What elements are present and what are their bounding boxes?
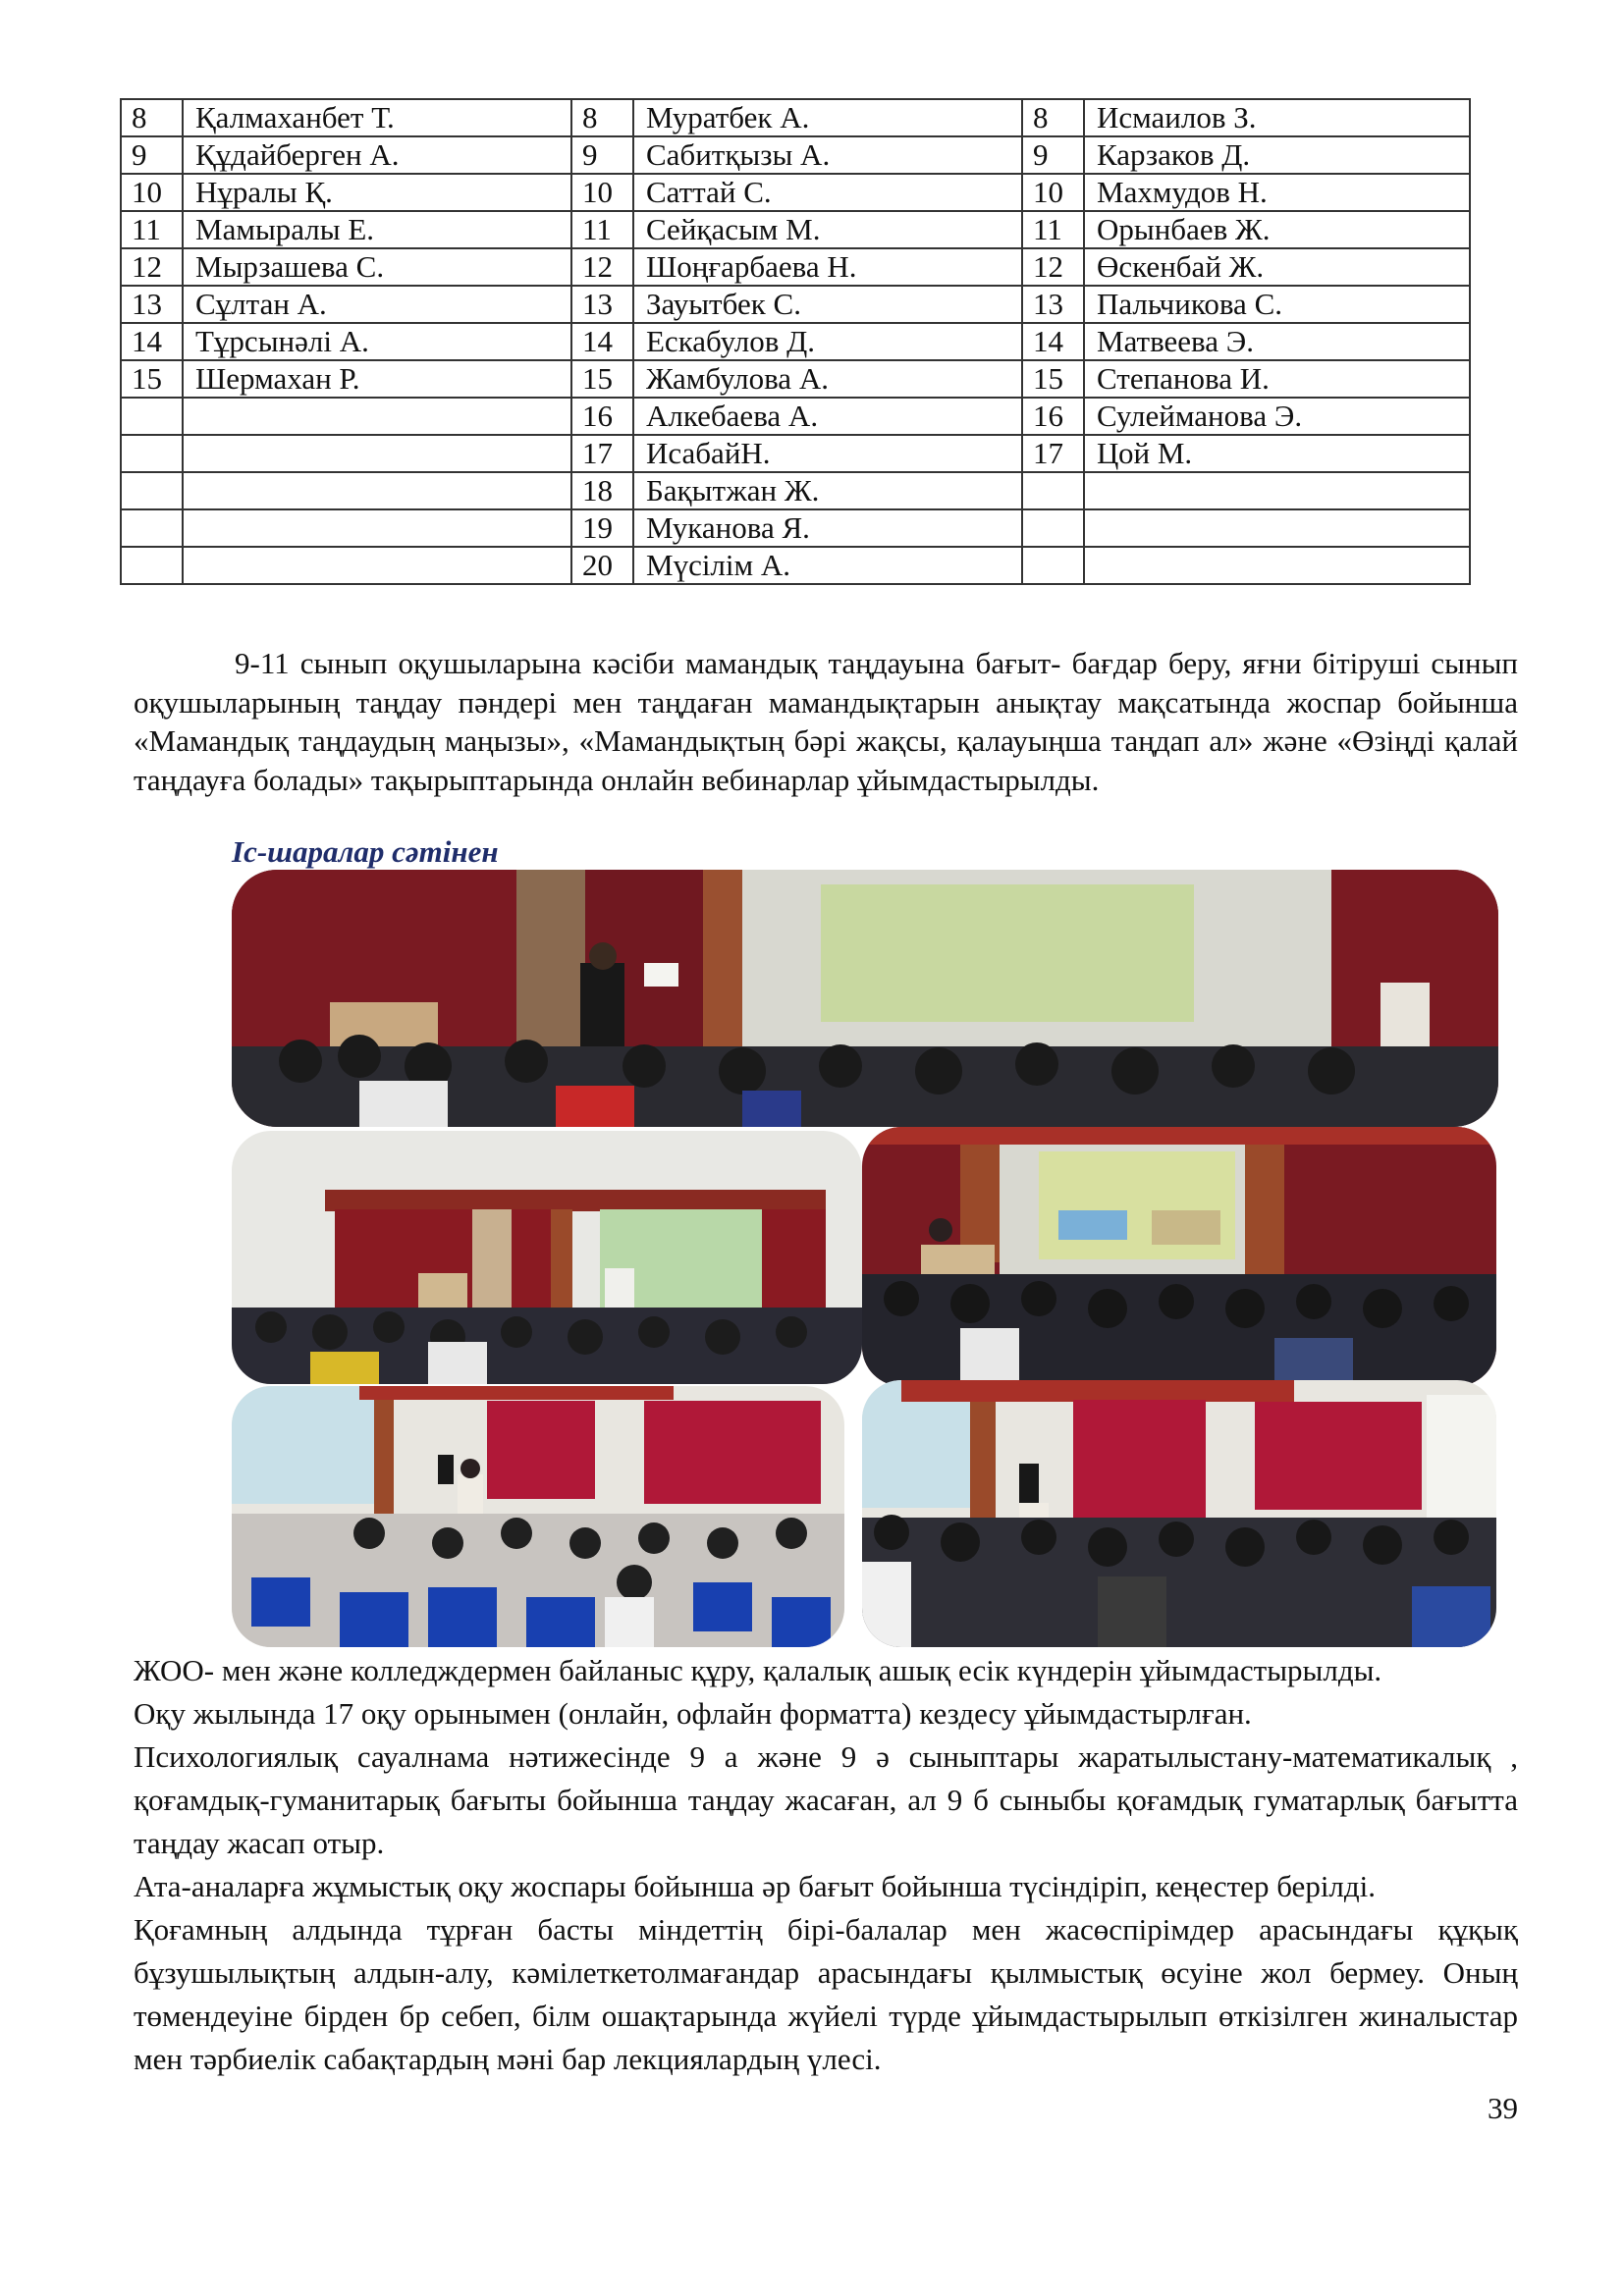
student-name-cell [1084, 509, 1470, 547]
universities-line: ЖОО- мен және колледждермен байланыс құру, қалалық ашық есік күндерін ұйымдастырылды. [134, 1653, 1382, 1687]
row-number-cell: 8 [571, 99, 633, 136]
student-name-cell: Шоңғарбаева Н. [633, 248, 1022, 286]
student-name-cell: Матвеева Э. [1084, 323, 1470, 360]
survey-paragraph: Психологиялық сауалнама нәтижесінде 9 а және 9 ә сыныптары жаратылыстану-математикалық , қоғамдық-гуманитарық бағыты бойынша таңдау жасаған, ал 9 б сыныбы қоғамдық гуматарлық бағытта таңдау жасап отыр. [134, 1739, 1518, 1860]
row-number-cell: 16 [1022, 398, 1084, 435]
row-number-cell: 15 [1022, 360, 1084, 398]
row-number-cell: 8 [121, 99, 183, 136]
row-number-cell: 11 [121, 211, 183, 248]
student-name-cell: Жамбулова А. [633, 360, 1022, 398]
student-name-cell: Қалмаханбет Т. [183, 99, 571, 136]
student-name-cell [183, 472, 571, 509]
row-number-cell: 12 [1022, 248, 1084, 286]
parents-line: Ата-аналарға жұмыстық оқу жоспары бойынша әр бағыт бойынша түсіндіріп, кеңестер берілді. [134, 1869, 1377, 1903]
row-number-cell [121, 547, 183, 584]
row-number-cell: 8 [1022, 99, 1084, 136]
row-number-cell: 13 [571, 286, 633, 323]
student-name-cell: Исмаилов З. [1084, 99, 1470, 136]
row-number-cell: 16 [571, 398, 633, 435]
student-name-cell: Саттай С. [633, 174, 1022, 211]
student-name-cell [1084, 547, 1470, 584]
table-row [121, 547, 1470, 584]
student-name-cell: Алкебаева А. [633, 398, 1022, 435]
photo-section-heading: Іс-шаралар сәтінен [232, 834, 499, 869]
event-photo-5 [862, 1380, 1496, 1647]
student-name-cell: Орынбаев Ж. [1084, 211, 1470, 248]
row-number-cell: 9 [121, 136, 183, 174]
row-number-cell [121, 435, 183, 472]
student-name-cell: Махмудов Н. [1084, 174, 1470, 211]
row-number-cell: 9 [571, 136, 633, 174]
row-number-cell: 13 [1022, 286, 1084, 323]
row-number-cell [1022, 509, 1084, 547]
event-photo-2 [232, 1131, 862, 1384]
table-row [121, 509, 1470, 547]
table-row [121, 323, 1470, 360]
row-number-cell: 20 [571, 547, 633, 584]
roster-body [121, 99, 1470, 584]
row-number-cell: 17 [571, 435, 633, 472]
event-photo-1 [232, 870, 1498, 1127]
table-row [121, 472, 1470, 509]
student-name-cell: Степанова И. [1084, 360, 1470, 398]
page-number: 39 [1488, 2091, 1518, 2125]
row-number-cell: 13 [121, 286, 183, 323]
row-number-cell: 17 [1022, 435, 1084, 472]
row-number-cell: 15 [121, 360, 183, 398]
row-number-cell [121, 472, 183, 509]
row-number-cell: 14 [1022, 323, 1084, 360]
student-name-cell: Мамыралы Е. [183, 211, 571, 248]
row-number-cell: 10 [571, 174, 633, 211]
row-number-cell: 15 [571, 360, 633, 398]
row-number-cell: 10 [121, 174, 183, 211]
meetings-line: Оқу жылында 17 оқу орынымен (онлайн, офлайн форматта) кездесу ұйымдастырлған. [134, 1696, 1252, 1731]
student-name-cell: Құдайберген А. [183, 136, 571, 174]
row-number-cell [121, 509, 183, 547]
row-number-cell: 10 [1022, 174, 1084, 211]
event-photo-4 [232, 1386, 844, 1647]
student-name-cell: Ескабулов Д. [633, 323, 1022, 360]
student-name-cell: Муканова Я. [633, 509, 1022, 547]
student-name-cell: Цой М. [1084, 435, 1470, 472]
student-name-cell: Сейқасым М. [633, 211, 1022, 248]
row-number-cell: 12 [571, 248, 633, 286]
table-row [121, 174, 1470, 211]
student-name-cell: Сулейманова Э. [1084, 398, 1470, 435]
table-row [121, 435, 1470, 472]
student-name-cell [183, 547, 571, 584]
row-number-cell: 11 [1022, 211, 1084, 248]
row-number-cell: 14 [121, 323, 183, 360]
row-number-cell: 19 [571, 509, 633, 547]
student-name-cell: ИсабайН. [633, 435, 1022, 472]
student-name-cell: Мырзашева С. [183, 248, 571, 286]
student-name-cell: Сұлтан А. [183, 286, 571, 323]
row-number-cell: 18 [571, 472, 633, 509]
student-name-cell: Сабитқызы А. [633, 136, 1022, 174]
student-name-cell: Карзаков Д. [1084, 136, 1470, 174]
student-name-cell: Нұралы Қ. [183, 174, 571, 211]
student-name-cell: Пальчикова С. [1084, 286, 1470, 323]
student-roster-table [120, 98, 1471, 585]
row-number-cell: 9 [1022, 136, 1084, 174]
table-row [121, 398, 1470, 435]
row-number-cell: 12 [121, 248, 183, 286]
event-photo-3 [862, 1127, 1496, 1386]
table-row [121, 211, 1470, 248]
student-name-cell: Өскенбай Ж. [1084, 248, 1470, 286]
table-row [121, 99, 1470, 136]
table-row [121, 136, 1470, 174]
student-name-cell: Шермахан Р. [183, 360, 571, 398]
table-row [121, 248, 1470, 286]
student-name-cell: Бақытжан Ж. [633, 472, 1022, 509]
table-row [121, 360, 1470, 398]
student-name-cell: Тұрсынәлі А. [183, 323, 571, 360]
student-name-cell: Муратбек А. [633, 99, 1022, 136]
row-number-cell: 11 [571, 211, 633, 248]
webinars-paragraph: 9-11 сынып оқушыларына кәсіби мамандық таңдауына бағыт- бағдар беру, яғни бітіруші сынып оқушыларының таңдау пәндері мен таңдаған мамандықтарын анықтау мақсатында жоспар бойынша «Мамандық таңдаудың маңызы», «Мамандықтың бәрі жақсы, қалауыңша таңдап ал» және «Өзіңді қалай таңдауға болады» тақырыптарында онлайн вебинарлар ұйымдастырылды. [134, 646, 1518, 797]
prevention-paragraph: Қоғамның алдында тұрған басты міндеттің бірі-балалар мен жасөспірімдер арасындағы құқық бұзушылықтың алдын-алу, кәмілеткетолмағандар арасындағы қылмыстық өсуіне жол бермеу. Оның төмендеуіне бірден бр себеп, білм ошақтарында жүйелі түрде ұйымдастырылып өткізілген жиналыстар мен тәрбиелік сабақтардың мәні бар лекциялардың үлесі. [134, 1912, 1518, 2076]
student-name-cell: Мүсілім А. [633, 547, 1022, 584]
student-name-cell: Зауытбек С. [633, 286, 1022, 323]
row-number-cell [1022, 472, 1084, 509]
student-name-cell [1084, 472, 1470, 509]
row-number-cell [1022, 547, 1084, 584]
student-name-cell [183, 398, 571, 435]
row-number-cell: 14 [571, 323, 633, 360]
student-name-cell [183, 435, 571, 472]
row-number-cell [121, 398, 183, 435]
table-row [121, 286, 1470, 323]
student-name-cell [183, 509, 571, 547]
